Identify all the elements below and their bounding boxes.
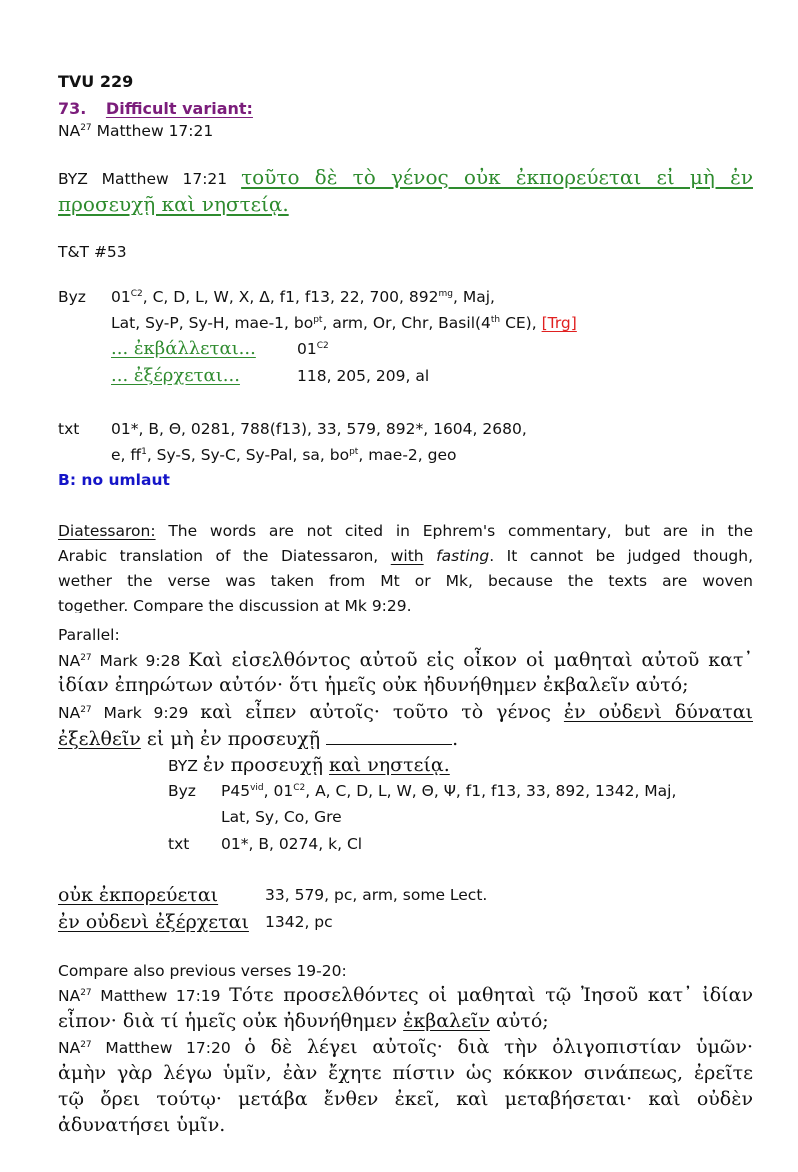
byz-witnesses-1: $01^{C2}$, C, D, L, W, X, Δ, f1, f13, 22, 700, $892^{mg}$, Maj, (111, 288, 495, 306)
diatessaron-label: Diatessaron: (58, 522, 156, 540)
variant-en-oudeni-witnesses: 1342, pc (265, 913, 333, 931)
matthew-17-20-line-4: ἀδυνατήσει ὑμῖν. (58, 1114, 226, 1136)
byz-matthew-line (58, 165, 753, 189)
matthew-17-19-line-2: εἶπον· διὰ τί ἡμεῖς οὐκ ἠδυνήθημεν ἐκβαλεῖν αὐτό; (58, 1010, 549, 1032)
diatessaron-line-4: together. Compare the discussion at Mk 9:29. (58, 597, 412, 613)
variant-exerchetai-witnesses: 118, 205, 209, al (297, 367, 430, 385)
mark-9-28-line-2: ἰδίαν ἐπηρώτων αὐτόν· ὅτι ἡμεῖς οὐκ ἠδυνήθημεν ἐκβαλεῖν αὐτό; (58, 674, 689, 696)
variant-ekballetai: ... ἐκβάλλεται... (111, 338, 256, 359)
tvu-number: TVU 229 (58, 72, 134, 91)
na-label: NA (58, 122, 81, 140)
b-umlaut-note: B: no umlaut (58, 471, 170, 489)
txt-witnesses-2: e, $ff^1$, Sy-S, Sy-C, Sy-Pal, sa, $bo^{pt}$, mae-2, geo (111, 446, 457, 464)
difficult-variant-label: Difficult variant: (105, 99, 253, 118)
matthew-17-20-line-2: ἀμὴν γὰρ λέγω ὑμῖν, ἐὰν ἔχητε πίστιν ὡς κόκκον σινάπεως, ἐρεῖτε (58, 1062, 753, 1084)
diatessaron-line-4-clip (58, 593, 758, 613)
na-reference (58, 122, 213, 140)
matthew-17-20-line-3: τῷ ὄρει τούτῳ· μετάβα ἔνθεν ἐκεῖ, καὶ μεταβήσεται· καὶ οὐδὲν (58, 1088, 753, 1110)
variant-ouk-ekporeuetai: οὐκ ἐκπορεύεται (58, 884, 219, 906)
variant-number: 73. (58, 99, 87, 118)
variant-ouk-ekporeuetai-witnesses: 33, 579, pc, arm, some Lect. (265, 886, 488, 904)
variant-exerchetai: ... ἐξέρχεται... (111, 365, 240, 386)
byz-block-label: Byz (58, 288, 86, 306)
byz-label: BYZ Matthew 17:21 (58, 170, 228, 188)
parallel-label: Parallel: (58, 626, 120, 644)
byz-witnesses-2: Lat, Sy-P, Sy-H, mae-1, $bo^{pt}$, arm, Or, Chr, Basil(4th CE), [Trg] (111, 314, 577, 332)
variant-en-oudeni: ἐν οὐδενὶ ἐξέρχεται (58, 911, 249, 933)
mark-txt-label: txt (168, 835, 190, 853)
txt-witnesses-1: 01*, B, Θ, 0281, 788(f13), 33, 579, 892*, 1604, 2680, (111, 420, 527, 438)
na-sup: 27 (80, 122, 92, 133)
mark-9-29-line-1: NA$^{27}$ Mark 9:29 καὶ εἶπεν αὐτοῖς· τοῦτο τὸ γένος ἐν οὐδενὶ δύναται (58, 701, 753, 723)
txt-label: txt (58, 420, 80, 438)
matthew-17-20-line-1: NA$^{27}$ Matthew 17:20 ὁ δὲ λέγει αὐτοῖς· διὰ τὴν ὀλιγοπιστίαν ὑμῶν· (58, 1036, 754, 1058)
byz-greek-2: προσευχῇ καὶ νηστείᾳ. (58, 192, 289, 216)
diatessaron-line-2: Arabic translation of the Diatessaron, with fasting. It cannot be judged though, (58, 547, 753, 565)
tt-number: T&T #53 (58, 243, 127, 261)
mark-byz-witnesses-2: Lat, Sy, Co, Gre (221, 808, 342, 826)
mark-9-29-line-2: ἐξελθεῖν εἰ μὴ ἐν προσευχῇ . (58, 728, 459, 750)
matthew-17-19-line-1: NA$^{27}$ Matthew 17:19 Τότε προσελθόντες οἱ μαθηταὶ τῷ Ἰησοῦ κατ᾽ ἰδίαν (58, 984, 753, 1006)
diatessaron-line-1: Diatessaron: The words are not cited in Ephrem's commentary, but are in the (58, 522, 753, 540)
mark-9-28-line-1: NA$^{27}$ Mark 9:28 Καὶ εἰσελθόντος αὐτοῦ εἰς οἶκον οἱ μαθηταὶ αὐτοῦ κατ᾽ (58, 649, 753, 671)
diatessaron-line-3: wether the verse was taken from Mt or Mk, because the texts are woven (58, 572, 753, 590)
mark-txt-witnesses: 01*, B, 0274, k, Cl (221, 835, 363, 853)
mark-byz-label: Byz (168, 782, 196, 800)
omission-blank (326, 730, 452, 745)
compare-label: Compare also previous verses 19-20: (58, 962, 347, 980)
trg-reference: [Trg] (541, 314, 577, 332)
byz-greek-1: τοῦτο δὲ τὸ γένος οὐκ ἐκπορεύεται εἰ μὴ ἐν (241, 165, 753, 189)
mark-byz-witnesses-1: $P45^{vid}$, $01^{C2}$, A, C, D, L, W, Θ, Ψ, f1, f13, 33, 892, 1342, Maj, (221, 782, 677, 800)
na-ref: Matthew 17:21 (91, 122, 214, 140)
mark-byz-reading: BYZ ἐν προσευχῇ καὶ νηστείᾳ. (168, 754, 450, 776)
variant-ekballetai-witness: $01^{C2}$ (297, 340, 329, 358)
variant-heading (58, 99, 253, 118)
